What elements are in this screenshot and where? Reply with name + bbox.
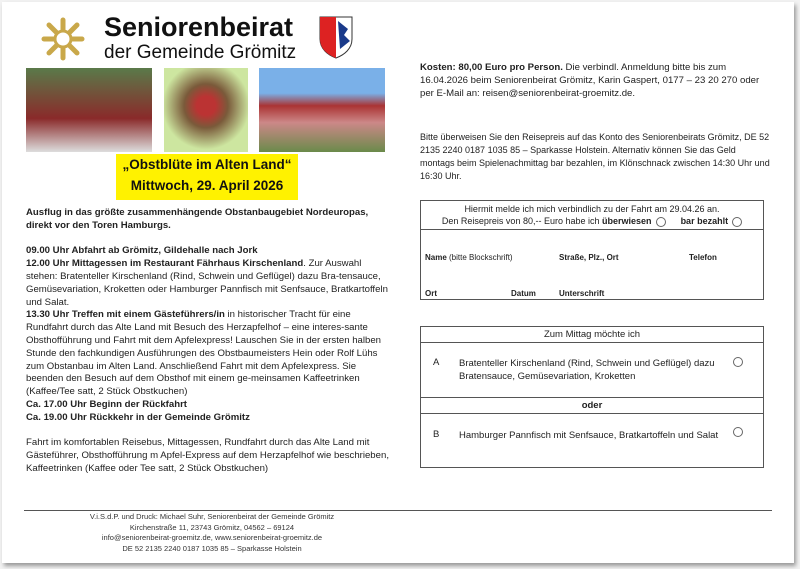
place-label: Ort	[425, 289, 437, 298]
or-divider: oder	[421, 397, 763, 414]
intro: Ausflug in das größte zusammenhängende Obstanbaugebiet Nordeuropas, direkt vor den Toren Hamburgs.	[26, 207, 369, 231]
costs-text	[420, 62, 772, 100]
sun-logo-icon	[38, 16, 88, 62]
name-hint: (bitte Blockschrift)	[446, 253, 513, 262]
option-transferred: überwiesen	[602, 216, 652, 226]
flyer-page	[2, 2, 794, 563]
radio-option-a[interactable]	[733, 357, 743, 367]
lunch-choice	[420, 326, 764, 468]
name-label: Name	[425, 253, 447, 262]
radio-transferred[interactable]	[656, 217, 666, 227]
event-title-box	[116, 154, 298, 200]
program-text	[26, 207, 390, 476]
footer	[22, 512, 402, 554]
footer-divider	[24, 510, 772, 511]
photo-apple-basket	[164, 68, 248, 152]
option-b-text: Hamburger Pannfisch mit Senfsauce, Bratkartoffeln und Salat	[459, 430, 719, 441]
schedule-1200-text: . Zur Auswahl stehen: Bratenteller Kirschenland (Rind, Schwein und Geflügel) dazu Bra-tensauce, Gemüsevariation, Kroketten oder Hamburger Pannfisch mit Senfsauce, Bratkartoffeln und Salat.	[26, 258, 388, 308]
schedule-0900: 09.00 Uhr Abfahrt ab Grömitz, Gildehalle nach Jork	[26, 245, 258, 257]
photo-farmhouse	[259, 68, 385, 152]
photo-traditional-costumes	[26, 68, 152, 152]
schedule-1330: 13.30 Uhr Treffen mit einem Gästeführers/in	[26, 309, 225, 321]
schedule-1700: Ca. 17.00 Uhr Beginn der Rückfahrt	[26, 398, 188, 410]
form-line2: Den Reisepreis von 80,-- Euro habe ich	[441, 216, 600, 226]
schedule-1330-text: in historischer Tracht für eine Rundfahrt durch das Alte Land mit Besuch des Herzapfelhof – eine interes-sante Obsthofführung und Fahrt mit dem Apfelexpress! Lauschen Sie in der ersten halben Stunde den fachkundigen Ausführungen des Obstbaumeisters Hein oder Rolf Lühs zum Obstanbau im Alten Land. Anschließend Fahrt mit dem Apfelexpress. Sie beenden den Besuch auf dem Obsthof mit einem ge-meinsamen Kaffeetrinken (Kaffee/Tee satt, 2 Stück Obstkuchen)	[26, 309, 382, 398]
option-a-letter: A	[433, 357, 440, 368]
coat-of-arms-icon	[318, 15, 354, 59]
signature-label: Unterschrift	[559, 289, 605, 298]
option-b-letter: B	[433, 429, 440, 440]
footer-line: DE 52 2135 2240 0187 1035 85 – Sparkasse Holstein	[122, 543, 302, 553]
org-title: Seniorenbeirat	[104, 12, 294, 42]
radio-cash[interactable]	[732, 217, 742, 227]
schedule-1900: Ca. 19.00 Uhr Rückkehr in der Gemeinde Grömitz	[26, 411, 250, 423]
footer-line: Kirchenstraße 11, 23743 Grömitz, 04562 – 69124	[129, 522, 295, 532]
lunch-header: Zum Mittag möchte ich	[421, 327, 763, 343]
form-line1: Hiermit melde ich mich verbindlich zu der Fahrt am 29.04.26 an.	[464, 204, 720, 214]
footer-line: info@seniorenbeirat-groemitz.de, www.seniorenbeirat-groemitz.de	[101, 533, 323, 542]
option-cash: bar bezahlt	[680, 216, 729, 226]
phone-label: Telefon	[689, 253, 717, 262]
date-label: Datum	[511, 289, 536, 298]
schedule-1200: 12.00 Uhr Mittagessen im Restaurant Fährhaus Kirschenland	[26, 258, 304, 270]
costs-rest: Die verbindl. Anmeldung bitte bis zum 16.04.2026 beim Seniorenbeirat Grömitz, Karin Gaspert, 0177 – 23 20 270 oder per E-Mail an: reisen@seniorenbeirat-groemitz.de.	[420, 62, 760, 99]
costs-bold: Kosten: 80,00 Euro pro Person.	[420, 62, 563, 73]
payment-text: Bitte überweisen Sie den Reisepreis auf das Konto des Seniorenbeirats Grömitz, DE 52 2135 2240 0187 1035 85 – Sparkasse Holstein. Alternativ können Sie das Geld montags beim Spielenachmittag bar bezahlen, im Klönschnack zwischen 14:30 Uhr und 16:30 Uhr.	[420, 132, 770, 181]
summary: Fahrt im komfortablen Reisebus, Mittagessen, Rundfahrt durch das Alte Land mit Gästeführer, Obsthofführung m Apfel-Express auf dem Herzapfelhof wie beschrieben, Kaffeetrinken (Kaffee oder Tee satt, 2 Stück Obstkuchen)	[26, 437, 389, 474]
street-label: Straße, Plz., Ort	[559, 253, 619, 262]
radio-option-b[interactable]	[733, 427, 743, 437]
org-subtitle: der Gemeinde Grömitz	[104, 42, 297, 63]
event-date: Mittwoch, 29. April 2026	[130, 178, 284, 193]
event-title: „Obstblüte im Alten Land“	[122, 157, 292, 172]
registration-form	[420, 200, 764, 300]
option-a-text: Bratenteller Kirschenland (Rind, Schwein und Geflügel) dazu Bratensauce, Gemüsevariation, Kroketten	[459, 358, 715, 382]
footer-line: V.i.S.d.P. und Druck: Michael Suhr, Seniorenbeirat der Gemeinde Grömitz	[89, 512, 335, 521]
